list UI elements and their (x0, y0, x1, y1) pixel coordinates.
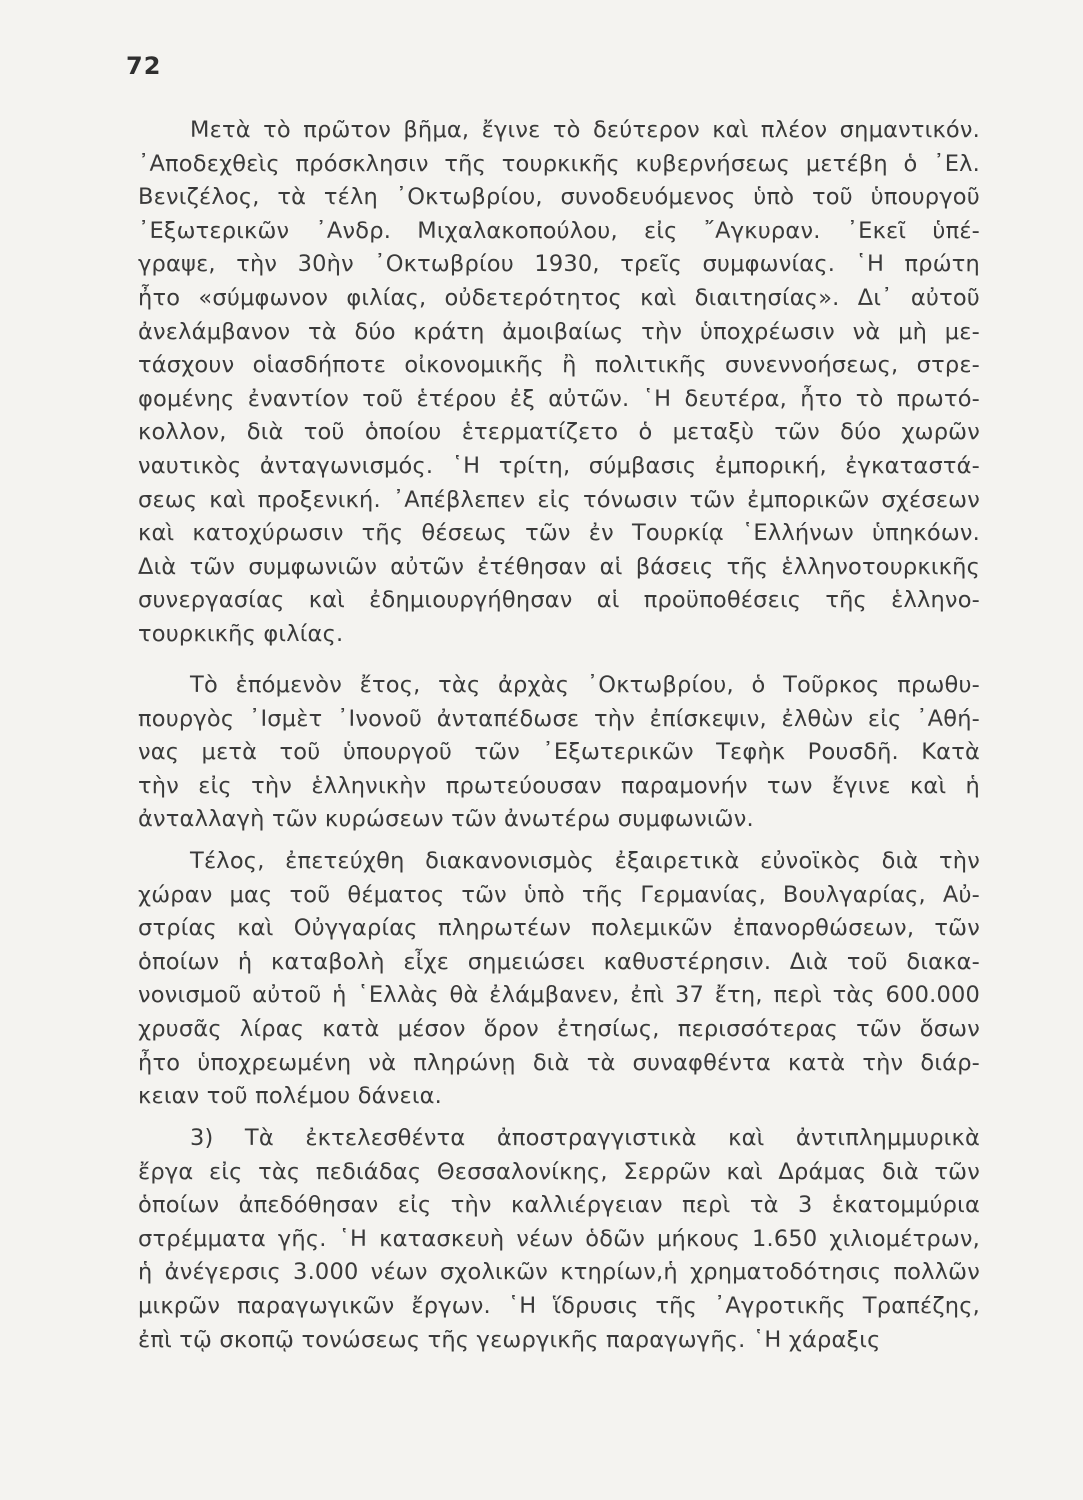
text-line: κολλον, διὰ τοῦ ὁποίου ἑτερματίζετο ὁ μεταξὺ τῶν δύο χωρῶν (138, 419, 980, 446)
text-line: κειαν τοῦ πολέμου δάνεια. (138, 1083, 443, 1110)
text-line: νας μετὰ τοῦ ὑπουργοῦ τῶν ᾿Εξωτερικῶν Τεφὴκ Ρουσδῆ. Κατὰ (138, 739, 980, 766)
text-line: ἡ ἀνέγερσις 3.000 νέων σχολικῶν κτηρίων,ἡ χρηματοδότησις πολλῶν (138, 1259, 980, 1286)
text-line: ᾿Αποδεχθεὶς πρόσκλησιν τῆς τουρκικῆς κυβερνήσεως μετέβη ὁ ᾿Ελ. (138, 150, 980, 177)
text-line: καὶ κατοχύρωσιν τῆς θέσεως τῶν ἐν Τουρκίᾳ ῾Ελλήνων ὑπηκόων. (138, 520, 980, 547)
text-line: ἦτο ὑποχρεωμένη νὰ πληρώνῃ διὰ τὰ συναφθέντα κατὰ τὴν διάρ- (138, 1049, 980, 1076)
text-line: τουρκικῆς φιλίας. (138, 620, 344, 647)
text-line: γραψε, τὴν 30ὴν ᾿Οκτωβρίου 1930, τρεῖς συμφωνίας. ῾Η πρώτη (138, 251, 980, 278)
text-line: τάσχουν οἱασδήποτε οἰκονομικῆς ἢ πολιτικῆς συνεννοήσεως, στρε- (138, 352, 980, 379)
text-line: ἀνταλλαγὴ τῶν κυρώσεων τῶν ἀνωτέρω συμφωνιῶν. (138, 806, 754, 833)
text-line: ναυτικὸς ἀνταγωνισμός. ῾Η τρίτη, σύμβασις ἐμπορική, ἐγκαταστά- (138, 452, 980, 479)
text-line: 3) Τὰ ἐκτελεσθέντα ἀποστραγγιστικὰ καὶ ἀντιπλημμυρικὰ (190, 1125, 980, 1151)
paragraph-reparations (138, 845, 980, 1114)
text-line: χώραν μας τοῦ θέματος τῶν ὑπὸ τῆς Γερμανίας, Βουλγαρίας, Αὐ- (138, 881, 980, 908)
text-line: τὴν εἰς τὴν ἑλληνικὴν πρωτεύουσαν παραμονήν των ἔγινε καὶ ἡ (138, 772, 980, 799)
text-line: νονισμοῦ αὐτοῦ ἡ ῾Ελλὰς θὰ ἐλάμβανεν, ἐπὶ 37 ἔτη, περὶ τὰς 600.000 (138, 982, 980, 1009)
text-line: στρίας καὶ Οὐγγαρίας πληρωτέων πολεμικῶν ἐπανορθώσεων, τῶν (138, 915, 980, 942)
text-line: Διὰ τῶν συμφωνιῶν αὐτῶν ἐτέθησαν αἱ βάσεις τῆς ἑλληνοτουρκικῆς (138, 553, 980, 580)
text-line: πουργὸς ᾿Ισμὲτ ᾿Ινονοῦ ἀνταπέδωσε τὴν ἐπίσκεψιν, ἐλθὼν εἰς ᾿Αθή- (138, 705, 980, 732)
text-line: ἔργα εἰς τὰς πεδιάδας Θεσσαλονίκης, Σερρῶν καὶ Δράμας διὰ τῶν (138, 1158, 980, 1185)
text-line: στρέμματα γῆς. ῾Η κατασκευὴ νέων ὁδῶν μήκους 1.650 χιλιομέτρων, (138, 1225, 980, 1252)
page-number: 72 (126, 52, 162, 80)
paragraph-inonu-visit (138, 669, 980, 837)
text-line: συνεργασίας καὶ ἐδημιουργήθησαν αἱ προϋποθέσεις τῆς ἑλληνο- (138, 587, 980, 614)
text-line: φομένης ἐναντίον τοῦ ἑτέρου ἐξ αὐτῶν. ῾Η δευτέρα, ἦτο τὸ πρωτό- (138, 385, 980, 412)
text-line: Τὸ ἑπόμενὸν ἔτος, τὰς ἀρχὰς ᾿Οκτωβρίου, ὁ Τοῦρκος πρωθυ- (190, 672, 980, 698)
paragraph-public-works (138, 1122, 980, 1357)
text-line: ὁποίων ἡ καταβολὴ εἶχε σημειώσει καθυστέρησιν. Διὰ τοῦ διακα- (138, 948, 980, 975)
paragraph-treaties (138, 114, 980, 652)
text-line: χρυσᾶς λίρας κατὰ μέσον ὅρον ἐτησίως, περισσότερας τῶν ὅσων (138, 1015, 980, 1042)
text-line: σεως καὶ προξενική. ᾿Απέβλεπεν εἰς τόνωσιν τῶν ἐμπορικῶν σχέσεων (138, 486, 980, 513)
text-line: ὁποίων ἀπεδόθησαν εἰς τὴν καλλιέργειαν περὶ τὰ 3 ἑκατομμύρια (138, 1192, 980, 1219)
text-line: Μετὰ τὸ πρῶτον βῆμα, ἔγινε τὸ δεύτερον καὶ πλέον σημαντικόν. (190, 117, 980, 143)
text-line: ἀνελάμβανον τὰ δύο κράτη ἀμοιβαίως τὴν ὑποχρέωσιν νὰ μὴ με- (138, 318, 980, 345)
text-line: ἐπὶ τῷ σκοπῷ τονώσεως τῆς γεωργικῆς παραγωγῆς. ῾Η χάραξις (138, 1326, 881, 1353)
text-line: ᾿Εξωτερικῶν ᾿Ανδρ. Μιχαλακοπούλου, εἰς ῎Αγκυραν. ᾿Εκεῖ ὑπέ- (138, 217, 980, 244)
text-line: μικρῶν παραγωγικῶν ἔργων. ῾Η ἵδρυσις τῆς ᾿Αγροτικῆς Τραπέζης, (138, 1292, 980, 1319)
text-line: ἦτο «σύμφωνον φιλίας, οὐδετερότητος καὶ διαιτησίας». Δι᾿ αὐτοῦ (138, 284, 980, 311)
text-line: Τέλος, ἐπετεύχθη διακανονισμὸς ἐξαιρετικὰ εὐνοϊκὸς διὰ τὴν (190, 848, 980, 874)
text-line: Βενιζέλος, τὰ τέλη ᾿Οκτωβρίου, συνοδευόμενος ὑπὸ τοῦ ὑπουργοῦ (138, 184, 980, 211)
